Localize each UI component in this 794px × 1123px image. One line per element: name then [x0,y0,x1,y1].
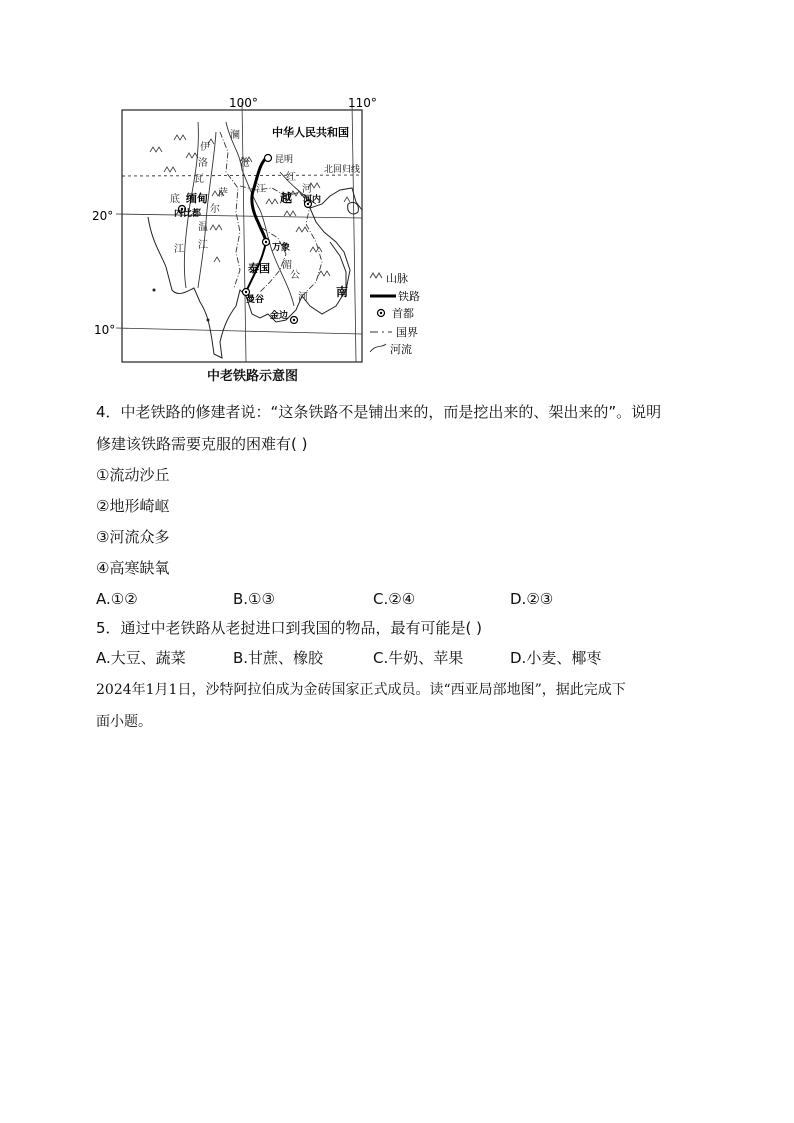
map-frame [122,110,362,362]
river-label-mekong: 湄 [282,260,292,271]
question-5-option-d[interactable]: D.小麦、椰枣 [510,649,602,667]
river-label-mekong: 公 [290,270,300,281]
country-label-vietnam-2: 南 [336,285,349,299]
river-label-lancang: 澜 [230,130,240,141]
lon-label-100: 100° [229,96,258,110]
legend-mountain-icon [370,273,382,278]
lon-label-110: 110° [348,96,377,110]
capital-dot [265,241,267,243]
lat-label-20: 20° [92,209,114,223]
river-label-mekong: 河 [298,292,308,303]
map-caption: 中老铁路示意图 [207,369,299,384]
country-label-china: 中华人民共和国 [272,126,349,139]
meridian-100 [242,102,246,362]
island [153,289,156,292]
capital-label-hanoi: 河内 [303,195,322,205]
map-legend [370,272,420,356]
river-label-lancang: 江 [256,184,266,195]
river-label-salween: 萨 [218,188,228,199]
capital-label-phnom-penh: 金边 [270,311,289,321]
country-label-thailand: 泰国 [248,262,270,275]
border [220,132,240,288]
country-label-vietnam-1: 越 [280,191,293,205]
city-marker-kunming [265,155,272,162]
parallel-20 [116,214,362,218]
question-4-stem-line1: 4．中老铁路的修建者说：“这条铁路不是铺出来的，而是挖出来的、架出来的”。说明 [96,403,662,421]
tropic-label: 北回归线 [324,165,361,175]
hainan-island [348,202,359,214]
legend-river: 河流 [390,343,412,356]
map-graphic [90,92,460,392]
question-5-option-c[interactable]: C.牛奶、苹果 [373,649,464,667]
railway-map [90,92,460,392]
legend-capital: 首都 [392,307,414,320]
legend-capital-dot [380,312,382,314]
river-label-irrawaddy: 洛 [198,158,208,169]
question-4-option-a[interactable]: A.①② [96,590,138,608]
question-4-item-4: ④高寒缺氧 [96,559,170,577]
legend-railway: 铁路 [398,290,420,303]
capital-label-vientiane: 万象 [272,243,291,253]
capital-dot [245,291,247,293]
mekong-river [226,122,294,306]
river-label-irrawaddy: 底 [170,194,180,205]
question-5-stem: 5．通过中老铁路从老挝进口到我国的物品，最有可能是( ) [96,619,483,637]
river-label-red: 红 [286,172,296,183]
capital-label-naypyidaw: 内比都 [174,209,202,219]
question-4-option-c[interactable]: C.②④ [373,590,416,608]
legend-mountains: 山脉 [386,272,408,285]
section-intro-line2: 面小题。 [96,714,152,730]
legend-river-icon [370,344,386,352]
legend-border: 国界 [396,326,418,339]
river-label-irrawaddy: 江 [174,244,184,255]
question-5-option-a[interactable]: A.大豆、蔬菜 [96,649,186,667]
river-label-irrawaddy: 伊 [200,142,210,153]
tropic-line [122,175,362,176]
question-5-option-b[interactable]: B.甘蔗、橡胶 [233,649,324,667]
question-4-item-2: ②地形崎岖 [96,497,170,515]
question-4-option-d[interactable]: D.②③ [510,590,554,608]
country-label-myanmar: 缅甸 [186,192,208,205]
river-label-salween: 江 [198,240,208,251]
irrawaddy-river [184,122,198,288]
city-label-kunming: 昆明 [275,155,294,165]
river-label-irrawaddy: 瓦 [194,174,204,185]
parallel-10 [116,328,362,334]
coast-vietnam [330,242,346,288]
island [207,319,210,322]
river-label-salween: 尔 [210,204,220,215]
section-intro-line1: 2024年1月1日，沙特阿拉伯成为金砖国家正式成员。读“西亚局部地图”，据此完成下 [96,682,626,698]
capital-dot [293,319,295,321]
lat-label-10: 10° [94,323,116,337]
question-4-item-3: ③河流众多 [96,528,170,546]
meridian-110 [352,102,356,362]
river-label-salween: 温 [198,222,208,233]
capital-label-bangkok: 曼谷 [246,295,265,305]
river-label-lancang: 沧 [240,158,250,169]
question-4-option-b[interactable]: B.①③ [233,590,275,608]
question-4-item-1: ①流动沙丘 [96,466,170,484]
question-4-stem-line2: 修建该铁路需要克服的困难有( ) [96,435,308,453]
river-label-red: 河 [302,184,312,195]
